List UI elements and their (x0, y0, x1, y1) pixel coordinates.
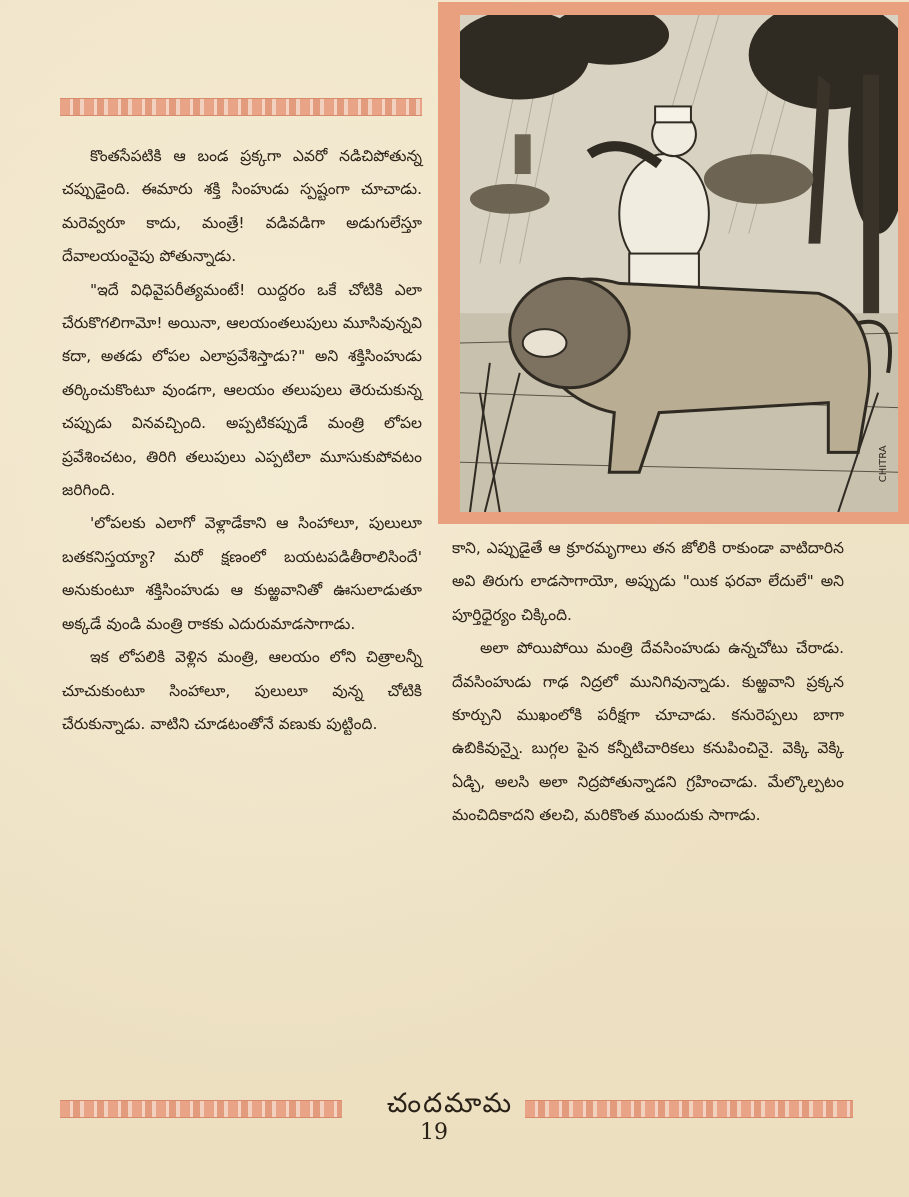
right-text-column (452, 532, 844, 833)
footer-left-decorative-border (60, 1100, 342, 1118)
paragraph: "ఇదే విధివైపరీత్యమంటే! యిద్దరం ఒకే చోటికి ఎలా చేరుకొగలిగామో! అయినా, ఆలయంతలుపులు మూసివున్నవి కదా, అతడు లోపల ఎలాప్రవేశిస్తాడు?" అని శక్తిసింహుడు తర్కించుకొంటూ వుండగా, ఆలయం తలుపులు తెరుచుకున్న చప్పుడు వినవచ్చింది. అప్పటికప్పుడే మంత్రి లోపల ప్రవేశించటం, తిరిగి తలుపులు ఎప్పటిలా మూసుకుపోవటం జరిగింది. (62, 280, 422, 500)
page-number: 19 (420, 1120, 448, 1145)
paragraph: కాని, ఎప్పుడైతే ఆ క్రూరమృగాలు తన జోలికి రాకుండా వాటిదారిన అవి తిరుగు లాడసాగాయో, అప్పుడు "యిక ఫరవా లేదులే" అని పూర్తిధైర్యం చిక్కింది. (452, 539, 844, 624)
illustration-signature: CHITRA (878, 445, 890, 483)
paragraph: ఇక లోపలికి వెళ్లిన మంత్రి, ఆలయం లోని చిత్రాలన్నీ చూచుకుంటూ సింహాలూ, పులులూ వున్న చోటికి చేరుకున్నాడు. వాటిని చూడటంతోనే వణుకు పుట్టింది. (62, 648, 422, 733)
left-text-column (62, 140, 422, 741)
paragraph: కొంతసేపటికి ఆ బండ ప్రక్కగా ఎవరో నడిచిపోతున్న చప్పుడైంది. ఈమారు శక్తి సింహుడు స్పష్టంగా చూచాడు. మరెవ్వరూ కాదు, మంత్రే! వడివడిగా అడుగులేస్తూ దేవాలయంవైపు పోతున్నాడు. (62, 147, 422, 266)
top-decorative-border (60, 98, 422, 116)
story-illustration (438, 2, 909, 524)
lion-and-man-in-forest-icon (460, 15, 898, 512)
paragraph: 'లోపలకు ఎలాగో వెళ్లాడేకాని ఆ సింహాలూ, పులులూ బతకనిస్తయ్యా? మరో క్షణంలో బయటపడితీరాలిసిందే' అనుకుంటూ శక్తిసింహుడు ఆ కుఱ్ఱవానితో ఊసులాడుతూ అక్కడే వుండి మంత్రి రాకకు ఎదురుమాడసాగాడు. (62, 514, 422, 633)
magazine-title: చందమామ (386, 1088, 514, 1119)
paragraph: అలా పోయిపోయి మంత్రి దేవసింహుడు ఉన్నచోటు చేరాడు. దేవసింహుడు గాఢ నిద్రలో మునిగివున్నాడు. కుఱ్ఱవాని ప్రక్కన కూర్చుని ముఖంలోకి పరీక్షగా చూచాడు. కనురెప్పలు బాగా ఉబికివున్నై. బుగ్గల పైన కన్నీటిచారికలు కనుపించినై. వెక్కి వెక్కి ఏడ్చి, అలసి అలా నిద్రపోతున్నాడని గ్రహించాడు. మేల్కొల్పటం మంచిదికాదని తలచి, మరికొంత ముందుకు సాగాడు. (452, 639, 844, 825)
footer-right-decorative-border (525, 1100, 853, 1118)
